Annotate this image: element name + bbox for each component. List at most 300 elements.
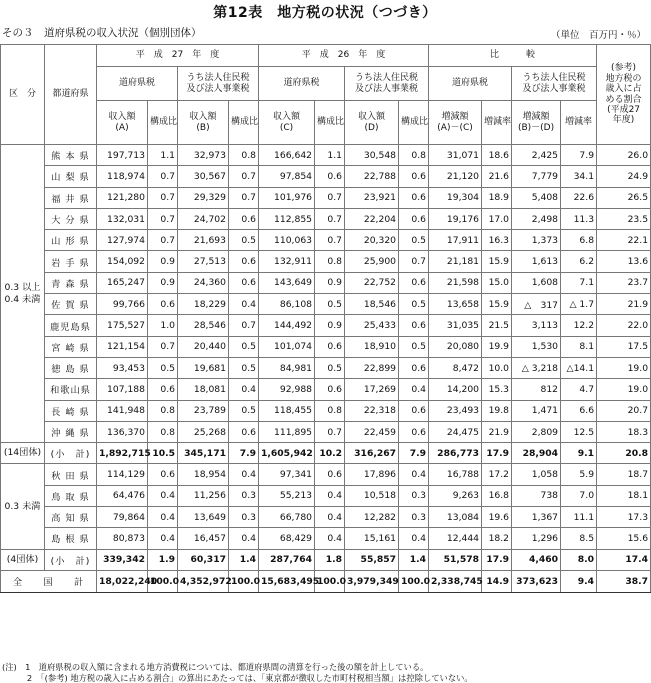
table-row	[1, 315, 651, 336]
value-cell: 143,649	[259, 272, 315, 293]
value-cell: 15.6	[597, 528, 651, 549]
value-cell: 18.1	[597, 485, 651, 506]
value-cell: 21,120	[429, 166, 482, 187]
subtotal-value: 17.9	[482, 443, 512, 464]
grand-total-value: 100.0	[399, 570, 429, 592]
value-cell: 19.0	[597, 357, 651, 378]
value-cell: 175,527	[97, 315, 148, 336]
value-cell: 0.6	[148, 294, 178, 315]
value-cell: 99,766	[97, 294, 148, 315]
value-cell: 24,475	[429, 421, 482, 442]
value-cell: 19.8	[482, 400, 512, 421]
value-cell: 12,444	[429, 528, 482, 549]
value-cell: 0.4	[315, 528, 345, 549]
value-cell: 1.1	[315, 145, 345, 166]
value-cell: 0.5	[229, 230, 259, 251]
value-cell: 0.6	[399, 187, 429, 208]
prefecture-name: 青 森 県	[45, 272, 97, 293]
footnote-2: 2 「(参考) 地方税の歳入に占める割合」の算出にあたっては、「東京都が徴収した市町村税相当額」は控除していない。	[2, 672, 473, 683]
value-cell: 1,613	[512, 251, 561, 272]
value-cell: 1,608	[512, 272, 561, 293]
value-cell: 7.1	[561, 272, 597, 293]
value-cell: 0.4	[229, 379, 259, 400]
table-row	[1, 421, 651, 442]
value-cell: 0.8	[148, 400, 178, 421]
value-cell: 92,988	[259, 379, 315, 400]
header-corporate-27: うち法人住民税 及び法人事業税	[178, 67, 259, 101]
header-revenue-c: 収入額 (C)	[259, 101, 315, 145]
value-cell: 8.1	[561, 336, 597, 357]
value-cell: 0.5	[229, 357, 259, 378]
subtotal-value: 17.9	[482, 549, 512, 570]
subtotal-value: 10.2	[315, 443, 345, 464]
value-cell: 0.8	[229, 145, 259, 166]
header-rate: 増減率	[482, 101, 512, 145]
value-cell: 5.9	[561, 464, 597, 485]
value-cell: 22.1	[597, 230, 651, 251]
group-label: 0.3 以上 0.4 未満	[1, 145, 45, 443]
table-row	[1, 507, 651, 528]
prefecture-name: 熊 本 県	[45, 145, 97, 166]
value-cell: 64,476	[97, 485, 148, 506]
footnote-1: (注) 1 道府県税の収入額に含まれる地方消費税については、都道府県間の清算を行った後の額を計上している。	[2, 662, 429, 672]
table-row	[1, 528, 651, 549]
value-cell: 18.3	[597, 421, 651, 442]
prefecture-name: 和歌山県	[45, 379, 97, 400]
value-cell: 0.3	[399, 485, 429, 506]
header-increase-bd: 増減額 (B)－(D)	[512, 101, 561, 145]
table-subtitle: その３ 道府県税の収入状況（個別団体）	[2, 27, 202, 39]
value-cell: △ 3,218	[512, 357, 561, 378]
value-cell: 18,081	[178, 379, 229, 400]
value-cell: 17.5	[597, 336, 651, 357]
subtotal-value: 1,605,942	[259, 443, 315, 464]
value-cell: 136,370	[97, 421, 148, 442]
prefecture-name: 秋 田 県	[45, 464, 97, 485]
grand-total-value: 100.0	[315, 570, 345, 592]
subtotal-value: 17.4	[597, 549, 651, 570]
subtotal-value: 28,904	[512, 443, 561, 464]
value-cell: 1,373	[512, 230, 561, 251]
subtotal-value: 9.1	[561, 443, 597, 464]
value-cell: 132,031	[97, 208, 148, 229]
value-cell: 812	[512, 379, 561, 400]
value-cell: 19,304	[429, 187, 482, 208]
value-cell: 132,911	[259, 251, 315, 272]
value-cell: 0.6	[399, 357, 429, 378]
table-row	[1, 166, 651, 187]
header-ratio: 構成比	[315, 101, 345, 145]
value-cell: 1,058	[512, 464, 561, 485]
value-cell: 18.2	[482, 528, 512, 549]
value-cell: 22,752	[345, 272, 399, 293]
value-cell: 22,204	[345, 208, 399, 229]
value-cell: 6.2	[561, 251, 597, 272]
value-cell: 0.5	[399, 336, 429, 357]
value-cell: 84,981	[259, 357, 315, 378]
value-cell: 13.6	[597, 251, 651, 272]
value-cell: 13,658	[429, 294, 482, 315]
value-cell: 15.9	[482, 294, 512, 315]
table-row	[1, 251, 651, 272]
value-cell: 0.6	[399, 272, 429, 293]
value-cell: 1,471	[512, 400, 561, 421]
value-cell: 16,788	[429, 464, 482, 485]
subtotal-value: 7.9	[229, 443, 259, 464]
value-cell: 0.6	[399, 208, 429, 229]
subtotal-count: (4団体)	[1, 549, 45, 570]
table-row	[1, 336, 651, 357]
subtotal-value: 51,578	[429, 549, 482, 570]
subtotal-value: 1.8	[315, 549, 345, 570]
grand-total-label: 全 国 計	[1, 570, 97, 592]
subtotal-value: 1.4	[229, 549, 259, 570]
header-kubun: 区 分	[1, 45, 45, 145]
value-cell: 0.6	[315, 166, 345, 187]
value-cell: 19.0	[597, 379, 651, 400]
value-cell: 0.3	[229, 485, 259, 506]
header-dofukenzei-comp: 道府県税	[429, 67, 512, 101]
value-cell: 0.7	[148, 336, 178, 357]
value-cell: 18,229	[178, 294, 229, 315]
subtotal-value: 4,460	[512, 549, 561, 570]
grand-total-value: 18,022,240	[97, 570, 148, 592]
grand-total-row	[1, 570, 651, 592]
value-cell: 197,713	[97, 145, 148, 166]
value-cell: 22,788	[345, 166, 399, 187]
value-cell: 80,873	[97, 528, 148, 549]
grand-total-value: 100.0	[148, 570, 178, 592]
header-increase-ac: 増減額 (A)－(C)	[429, 101, 482, 145]
grand-total-value: 9.4	[561, 570, 597, 592]
subtotal-label: (小 計)	[45, 443, 97, 464]
value-cell: 17.2	[482, 464, 512, 485]
value-cell: 0.6	[315, 336, 345, 357]
value-cell: 0.7	[148, 187, 178, 208]
value-cell: 0.6	[315, 379, 345, 400]
prefecture-name: 鹿児島県	[45, 315, 97, 336]
value-cell: 0.7	[148, 230, 178, 251]
value-cell: 0.6	[148, 379, 178, 400]
value-cell: 121,154	[97, 336, 148, 357]
table-row	[1, 400, 651, 421]
header-prefecture: 都道府県	[45, 45, 97, 145]
value-cell: 0.9	[315, 272, 345, 293]
value-cell: 24,702	[178, 208, 229, 229]
value-cell: 18.6	[482, 145, 512, 166]
value-cell: 0.8	[315, 251, 345, 272]
value-cell: 97,854	[259, 166, 315, 187]
value-cell: 121,280	[97, 187, 148, 208]
grand-total-value: 2,338,745	[429, 570, 482, 592]
value-cell: 1,530	[512, 336, 561, 357]
grand-total-value: 4,352,972	[178, 570, 229, 592]
subtotal-value: 1,892,715	[97, 443, 148, 464]
value-cell: 107,188	[97, 379, 148, 400]
value-cell: 0.4	[315, 507, 345, 528]
subtotal-value: 20.8	[597, 443, 651, 464]
value-cell: 11.3	[561, 208, 597, 229]
value-cell: 0.7	[148, 166, 178, 187]
header-dofukenzei-27: 道府県税	[97, 67, 178, 101]
header-fy27: 平 成 27 年 度	[97, 45, 259, 67]
table-row	[1, 230, 651, 251]
value-cell: 22,318	[345, 400, 399, 421]
value-cell: 93,453	[97, 357, 148, 378]
value-cell: 13,649	[178, 507, 229, 528]
header-revenue-a: 収入額 (A)	[97, 101, 148, 145]
header-reference: (参考) 地方税の 歳入に占 める割合 (平成27 年度)	[597, 45, 651, 145]
value-cell: 15.0	[482, 272, 512, 293]
value-cell: 12.5	[561, 421, 597, 442]
value-cell: 0.7	[315, 421, 345, 442]
value-cell: 144,492	[259, 315, 315, 336]
value-cell: 21.9	[597, 294, 651, 315]
subtotal-label: (小 計)	[45, 549, 97, 570]
value-cell: 0.8	[399, 145, 429, 166]
value-cell: 1,367	[512, 507, 561, 528]
table-title: 第12表 地方税の状況（つづき）	[213, 5, 437, 21]
value-cell: 17,269	[345, 379, 399, 400]
value-cell: 31,035	[429, 315, 482, 336]
header-comparison: 比 較	[429, 45, 597, 67]
value-cell: 2,498	[512, 208, 561, 229]
value-cell: 1.0	[148, 315, 178, 336]
value-cell: 17.3	[597, 507, 651, 528]
value-cell: 23,493	[429, 400, 482, 421]
value-cell: 0.3	[399, 507, 429, 528]
value-cell: 27,513	[178, 251, 229, 272]
value-cell: 25,433	[345, 315, 399, 336]
prefecture-name: 鳥 取 県	[45, 485, 97, 506]
subtotal-value: 10.5	[148, 443, 178, 464]
header-ratio: 構成比	[229, 101, 259, 145]
subtotal-count: (14団体)	[1, 443, 45, 464]
header-revenue-b: 収入額 (B)	[178, 101, 229, 145]
value-cell: 15.9	[482, 251, 512, 272]
header-corporate-comp: うち法人住民税 及び法人事業税	[512, 67, 597, 101]
table-row	[1, 294, 651, 315]
value-cell: 15,161	[345, 528, 399, 549]
value-cell: 12.2	[561, 315, 597, 336]
value-cell: 2,425	[512, 145, 561, 166]
prefecture-name: 大 分 県	[45, 208, 97, 229]
prefecture-name: 長 崎 県	[45, 400, 97, 421]
value-cell: 20,080	[429, 336, 482, 357]
value-cell: 14,200	[429, 379, 482, 400]
value-cell: 0.4	[399, 464, 429, 485]
prefecture-name: 徳 島 県	[45, 357, 97, 378]
value-cell: 0.5	[399, 230, 429, 251]
value-cell: 7.0	[561, 485, 597, 506]
value-cell: 15.3	[482, 379, 512, 400]
subtotal-value: 339,342	[97, 549, 148, 570]
grand-total-value: 100.0	[229, 570, 259, 592]
table-row	[1, 485, 651, 506]
value-cell: 0.6	[399, 166, 429, 187]
value-cell: 23.5	[597, 208, 651, 229]
value-cell: 23,921	[345, 187, 399, 208]
value-cell: 20,320	[345, 230, 399, 251]
value-cell: 79,864	[97, 507, 148, 528]
value-cell: 0.4	[315, 485, 345, 506]
value-cell: 86,108	[259, 294, 315, 315]
value-cell: 24,360	[178, 272, 229, 293]
value-cell: 8.5	[561, 528, 597, 549]
value-cell: 0.8	[148, 421, 178, 442]
value-cell: 16.3	[482, 230, 512, 251]
subtotal-value: 1.4	[399, 549, 429, 570]
value-cell: 10.0	[482, 357, 512, 378]
value-cell: 0.6	[229, 421, 259, 442]
subtotal-value: 60,317	[178, 549, 229, 570]
subtotal-value: 287,764	[259, 549, 315, 570]
value-cell: 0.4	[148, 485, 178, 506]
value-cell: 29,329	[178, 187, 229, 208]
value-cell: 19,176	[429, 208, 482, 229]
value-cell: 21.6	[482, 166, 512, 187]
value-cell: 0.5	[315, 357, 345, 378]
value-cell: 18,546	[345, 294, 399, 315]
value-cell: 154,092	[97, 251, 148, 272]
value-cell: 101,074	[259, 336, 315, 357]
value-cell: 2,809	[512, 421, 561, 442]
prefecture-name: 宮 崎 県	[45, 336, 97, 357]
subtotal-value: 316,267	[345, 443, 399, 464]
grand-total-value: 14.9	[482, 570, 512, 592]
value-cell: 0.7	[229, 315, 259, 336]
prefecture-name: 福 井 県	[45, 187, 97, 208]
value-cell: 738	[512, 485, 561, 506]
value-cell: 9,263	[429, 485, 482, 506]
value-cell: 18.7	[597, 464, 651, 485]
value-cell: 0.6	[229, 251, 259, 272]
value-cell: 0.7	[315, 187, 345, 208]
value-cell: 18,954	[178, 464, 229, 485]
value-cell: 0.3	[229, 507, 259, 528]
header-ratio: 構成比	[148, 101, 178, 145]
value-cell: 5,408	[512, 187, 561, 208]
value-cell: 118,455	[259, 400, 315, 421]
value-cell: 7,779	[512, 166, 561, 187]
value-cell: 11,256	[178, 485, 229, 506]
value-cell: 6.8	[561, 230, 597, 251]
value-cell: 97,341	[259, 464, 315, 485]
table-row	[1, 145, 651, 166]
value-cell: 32,973	[178, 145, 229, 166]
value-cell: 21.5	[482, 315, 512, 336]
value-cell: 16.8	[482, 485, 512, 506]
footnotes	[2, 662, 473, 683]
value-cell: 0.9	[315, 315, 345, 336]
value-cell: 114,129	[97, 464, 148, 485]
value-cell: 12,282	[345, 507, 399, 528]
value-cell: 101,976	[259, 187, 315, 208]
prefecture-name: 岩 手 県	[45, 251, 97, 272]
value-cell: 111,895	[259, 421, 315, 442]
value-cell: 25,900	[345, 251, 399, 272]
value-cell: 28,546	[178, 315, 229, 336]
value-cell: 66,780	[259, 507, 315, 528]
value-cell: 1,296	[512, 528, 561, 549]
value-cell: 25,268	[178, 421, 229, 442]
subtotal-value: 286,773	[429, 443, 482, 464]
value-cell: 18.9	[482, 187, 512, 208]
prefecture-name: 佐 賀 県	[45, 294, 97, 315]
value-cell: 22.0	[597, 315, 651, 336]
value-cell: 23.7	[597, 272, 651, 293]
value-cell: 24.9	[597, 166, 651, 187]
grand-total-value: 15,683,495	[259, 570, 315, 592]
value-cell: 18,910	[345, 336, 399, 357]
value-cell: 10,518	[345, 485, 399, 506]
value-cell: 17,896	[345, 464, 399, 485]
value-cell: 23,789	[178, 400, 229, 421]
header-fy26: 平 成 26 年 度	[259, 45, 429, 67]
group-label: 0.3 未満	[1, 464, 45, 549]
unit-label: （単位 百万円・％）	[550, 30, 646, 41]
value-cell: 22,899	[345, 357, 399, 378]
grand-total-value: 38.7	[597, 570, 651, 592]
table-row	[1, 272, 651, 293]
value-cell: 0.6	[229, 208, 259, 229]
value-cell: 11.1	[561, 507, 597, 528]
table-row	[1, 464, 651, 485]
subtotal-row	[1, 549, 651, 570]
value-cell: 30,567	[178, 166, 229, 187]
value-cell: 0.6	[399, 421, 429, 442]
prefecture-name: 島 根 県	[45, 528, 97, 549]
value-cell: 118,974	[97, 166, 148, 187]
value-cell: 6.6	[561, 400, 597, 421]
value-cell: 127,974	[97, 230, 148, 251]
value-cell: 19,681	[178, 357, 229, 378]
value-cell: 17,911	[429, 230, 482, 251]
table-row	[1, 187, 651, 208]
value-cell: 0.4	[399, 528, 429, 549]
value-cell: 0.4	[229, 464, 259, 485]
value-cell: 7.9	[561, 145, 597, 166]
value-cell: 26.5	[597, 187, 651, 208]
value-cell: 0.6	[399, 315, 429, 336]
value-cell: △ 317	[512, 294, 561, 315]
value-cell: 1.1	[148, 145, 178, 166]
subtotal-value: 55,857	[345, 549, 399, 570]
value-cell: 0.9	[148, 272, 178, 293]
table-row	[1, 379, 651, 400]
table-row	[1, 357, 651, 378]
subtotal-value: 345,171	[178, 443, 229, 464]
value-cell: 165,247	[97, 272, 148, 293]
tax-table	[0, 44, 651, 593]
value-cell: 21,181	[429, 251, 482, 272]
value-cell: 17.0	[482, 208, 512, 229]
value-cell: 19.6	[482, 507, 512, 528]
value-cell: 22.6	[561, 187, 597, 208]
subtotal-row	[1, 443, 651, 464]
value-cell: 0.6	[229, 272, 259, 293]
value-cell: 55,213	[259, 485, 315, 506]
value-cell: △14.1	[561, 357, 597, 378]
header-ratio: 構成比	[399, 101, 429, 145]
value-cell: 0.5	[229, 336, 259, 357]
value-cell: 34.1	[561, 166, 597, 187]
header-revenue-d: 収入額 (D)	[345, 101, 399, 145]
value-cell: 0.6	[148, 464, 178, 485]
value-cell: 0.7	[229, 187, 259, 208]
value-cell: 0.7	[229, 166, 259, 187]
subtotal-value: 1.9	[148, 549, 178, 570]
